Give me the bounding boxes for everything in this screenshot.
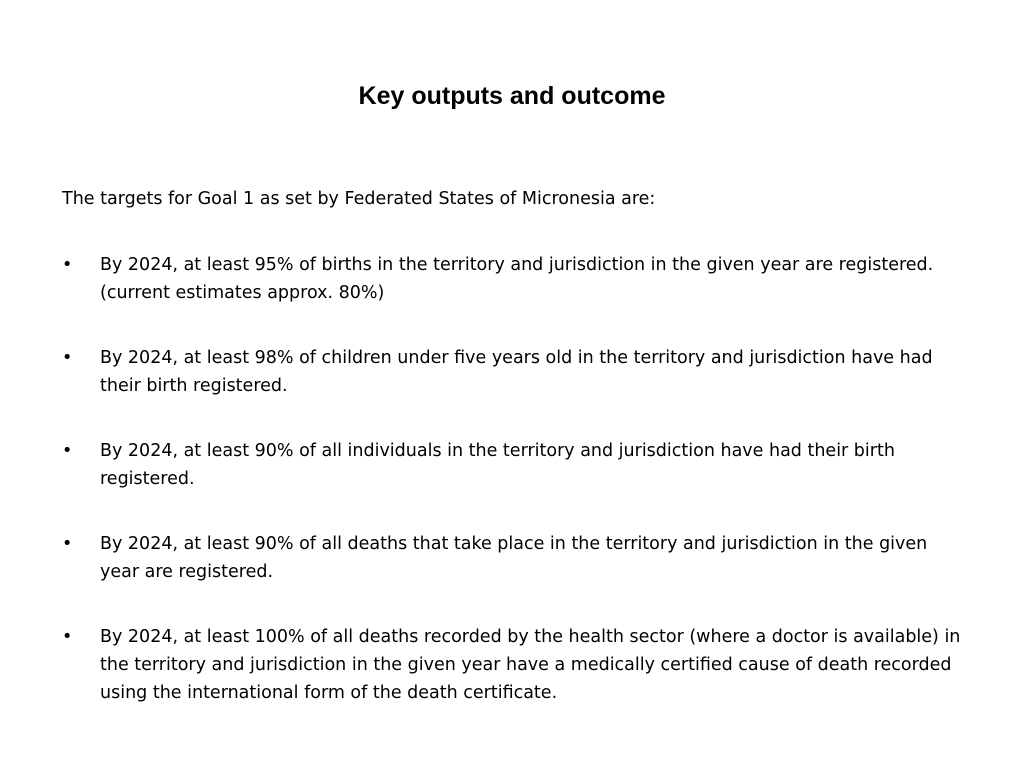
bullet-text: By 2024, at least 98% of children under five years old in the territory and jurisdiction have had their birth registered. bbox=[100, 348, 933, 396]
bullet-marker: • bbox=[62, 534, 73, 554]
bullet-item-1 bbox=[62, 251, 962, 307]
bullet-text: By 2024, at least 90% of all individuals in the territory and jurisdiction have had their birth registered. bbox=[100, 441, 895, 489]
bullet-marker: • bbox=[62, 627, 73, 647]
bullet-marker: • bbox=[62, 348, 73, 368]
bullet-text: By 2024, at least 100% of all deaths recorded by the health sector (where a doctor is available) in the territory and jurisdiction in the given year have a medically certified cause of death recorded using the international form of the death certificate. bbox=[100, 627, 961, 703]
intro-text: The targets for Goal 1 as set by Federated States of Micronesia are: bbox=[62, 189, 656, 209]
bullet-text: By 2024, at least 90% of all deaths that take place in the territory and jurisdiction in the given year are registered. bbox=[100, 534, 928, 582]
bullet-item-2 bbox=[62, 344, 962, 400]
slide-title: Key outputs and outcome bbox=[358, 82, 666, 110]
bullet-marker: • bbox=[62, 255, 73, 275]
bullet-item-4 bbox=[62, 530, 962, 586]
bullet-list bbox=[62, 251, 962, 744]
bullet-marker: • bbox=[62, 441, 73, 461]
bullet-text: By 2024, at least 95% of births in the territory and jurisdiction in the given year are registered. (current estimates approx. 80%) bbox=[100, 255, 934, 303]
bullet-item-5 bbox=[62, 623, 962, 707]
bullet-item-3 bbox=[62, 437, 962, 493]
